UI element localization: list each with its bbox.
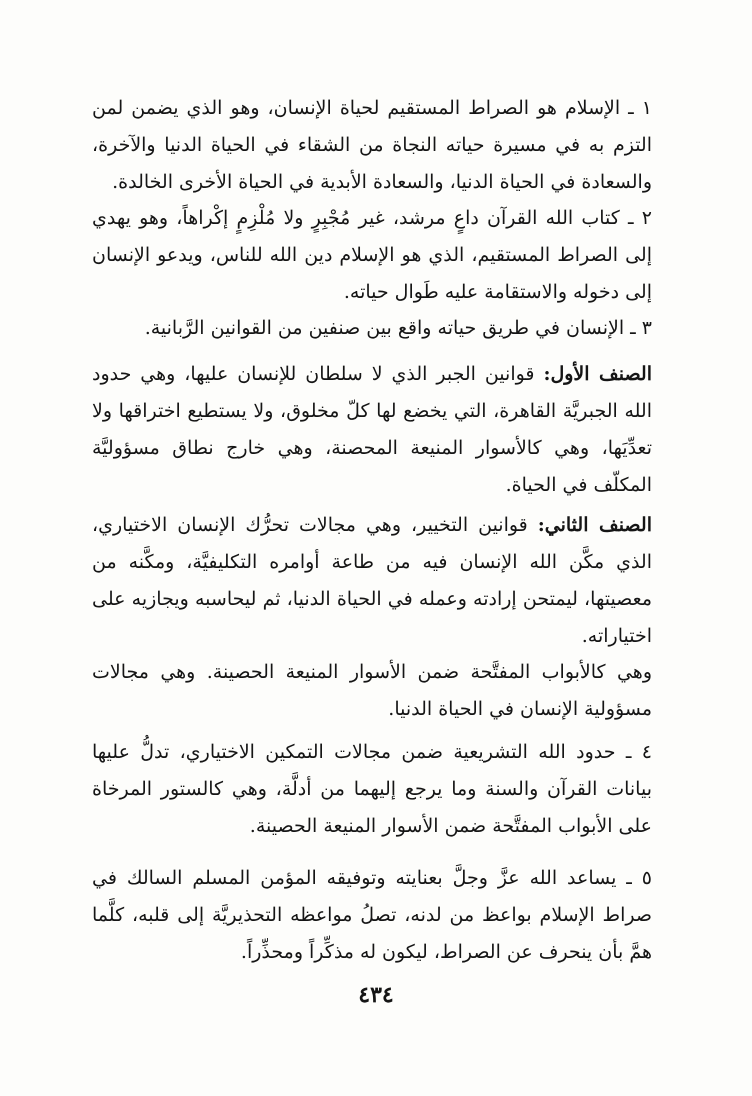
paragraph-6 [92,654,652,728]
page-number: ٤٣٤ [358,982,394,1008]
paragraph-1-text: ١ ـ الإسلام هو الصراط المستقيم لحياة الإنسان، وهو الذي يضمن لمن التزم به في مسيرة حياته النجاة من الشقاء في الحياة الدنيا والآخرة، والسعادة في الحياة الدنيا، والسعادة الأبدية في الحياة الأخرى الخالدة. [92,97,652,193]
paragraph-4-body [92,356,652,504]
paragraph-5 [92,507,652,655]
paragraph-6-text: وهي كالأبواب المفتَّحة ضمن الأسوار المنيعة الحصينة. وهي مجالات مسؤولية الإنسان في الحياة الدنيا. [92,661,652,720]
paragraph-2 [92,200,652,311]
paragraph-5-label: الصنف الثاني: [537,514,652,536]
paragraph-4-text: قوانين الجبر الذي لا سلطان للإنسان عليها، وهي حدود الله الجبريَّة القاهرة، التي يخضع لها كلّ مخلوق، ولا يستطيع اختراقها ولا تعدِّيَها، وهي كالأسوار المنيعة المحصنة، وهي خارج نطاق مسؤوليَّة المكلّف في الحياة. [92,363,652,496]
paragraph-2-text: ٢ ـ كتاب الله القرآن داعٍ مرشد، غير مُجْبِرٍ ولا مُلْزِمٍ إكْراهاً، وهو يهدي إلى الصراط المستقيم، الذي هو الإسلام دين الله للناس، ويدعو الإنسان إلى دخوله والاستقامة عليه طَوال حياته. [92,207,652,303]
paragraph-7-text: ٤ ـ حدود الله التشريعية ضمن مجالات التمكين الاختياري، تدلُّ عليها بيانات القرآن والسنة وما يرجع إليهما من أدلَّة، وهي كالستور المرخاة على الأبواب المفتَّحة ضمن الأسوار المنيعة الحصينة. [92,741,652,837]
paragraph-1 [92,90,652,201]
paragraph-8-text: ٥ ـ يساعد الله عزَّ وجلَّ بعنايته وتوفيقه المؤمن المسلم السالك في صراط الإسلام بواعظ من لدنه، تصلُ مواعظه التحذيريَّة إلى قلبه، كلَّما همَّ بأن ينحرف عن الصراط، ليكون له مذكِّراً ومحذِّراً. [92,867,653,963]
paragraph-7 [92,734,652,845]
paragraph-4 [92,356,652,504]
paragraph-8 [92,860,652,971]
paragraph-3-text: ٣ ـ الإنسان في طريق حياته واقع بين صنفين من القوانين الرَّبانية. [144,317,652,339]
paragraph-5-text: قوانين التخيير، وهي مجالات تحرُّك الإنسان الاختياري، الذي مكَّن الله الإنسان فيه من طاعة أوامره التكليفيَّة، ومكَّنه من معصيتها، ليمتحن إرادته وعمله في الحياة الدنيا، ثم ليحاسبه ويجازيه على اختياراته. [92,514,652,647]
paragraph-4-label: الصنف الأول: [543,363,653,385]
paragraph-5-body [92,507,652,655]
paragraph-3 [92,310,652,347]
